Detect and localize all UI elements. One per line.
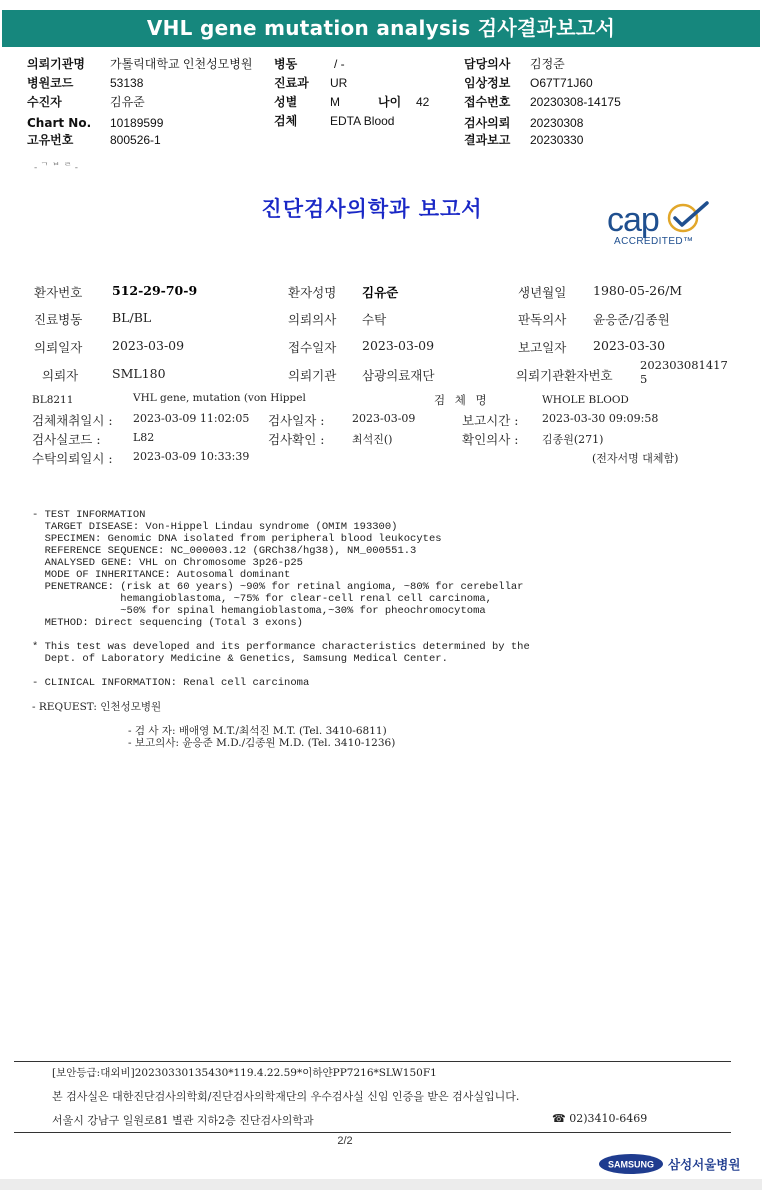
patient-label: 환자성명 — [288, 285, 337, 300]
report-time: 2023-03-30 09:09:58 — [542, 412, 659, 425]
footer-divider — [14, 1061, 731, 1062]
header-label: 성별 — [274, 95, 298, 109]
e-signature-note: (전자서명 대체함) — [592, 452, 679, 465]
report-date: 2023-03-30 — [593, 338, 666, 353]
patient-number: 512-29-70-9 — [112, 283, 198, 298]
header-value: EDTA Blood — [330, 114, 395, 128]
lab-phone: ☎ 02)3410-6469 — [552, 1112, 648, 1125]
hospital-name: 삼성서울병원 — [668, 1157, 741, 1172]
patient-label: 판독의사 — [518, 312, 567, 327]
header-value: O67T71J60 — [530, 76, 593, 90]
cut-mark: - ᄀ ᄇ ᄅ - — [34, 163, 79, 173]
header-label: 임상정보 — [464, 76, 511, 90]
header-value: 김유준 — [110, 95, 145, 109]
lab-address: 서울시 강남구 일원로81 별관 지하2층 진단검사의학과 — [52, 1114, 314, 1127]
bottom-strip — [0, 1179, 762, 1190]
header-label: 검사의뢰 — [464, 116, 511, 130]
consign-time: 2023-03-09 10:33:39 — [133, 450, 250, 463]
test-label: 보고시간 : — [462, 413, 519, 428]
patient-label: 진료병동 — [34, 312, 83, 327]
test-label: 검사실코드 : — [32, 432, 101, 447]
header-value: 20230308-14175 — [530, 95, 621, 109]
staff-line: - 검 사 자: 배애영 M.T./최석진 M.T. (Tel. 3410-6811) — [128, 725, 387, 737]
confirmed-by: 최석진() — [352, 433, 393, 446]
test-name: VHL gene, mutation (von Hippel — [133, 392, 306, 404]
header-value: M — [330, 95, 340, 109]
samsung-logo-word: SAMSUNG — [607, 1159, 655, 1170]
header-label: 수진자 — [27, 95, 62, 109]
test-label: 검체채취일시 : — [32, 413, 113, 428]
header-label: 담당의사 — [464, 57, 511, 71]
samsung-logo — [598, 1153, 664, 1175]
patient-label: 의뢰기관 — [288, 368, 337, 383]
patient-ward: BL/BL — [112, 310, 152, 325]
clinical-information: - CLINICAL INFORMATION: Renal cell carcinoma — [32, 677, 310, 689]
report-title-bar: VHL gene mutation analysis 검사결과보고서 — [2, 10, 760, 47]
collect-time: 2023-03-09 11:02:05 — [133, 412, 250, 425]
test-label: 검사일자 : — [268, 413, 325, 428]
body-line: PENETRANCE: (risk at 60 years) ~90% for retinal angioma, ~80% for cerebellar — [32, 581, 524, 593]
report-heading: 진단검사의학과 보고서 — [261, 196, 483, 221]
requesting-doctor: 수탁 — [362, 312, 387, 327]
body-line: hemangioblastoma, ~75% for clear-cell renal cell carcinoma, — [32, 593, 492, 605]
body-line: REFERENCE SEQUENCE: NC_000003.12 (GRCh38/hg38), NM_000551.3 — [32, 545, 417, 557]
patient-label: 의뢰일자 — [34, 340, 83, 355]
cap-check-icon — [661, 200, 711, 234]
body-line: SPECIMEN: Genomic DNA isolated from peripheral blood leukocytes — [32, 533, 442, 545]
test-label: 확인의사 : — [462, 432, 519, 447]
test-label: 수탁의뢰일시 : — [32, 451, 113, 466]
body-line: MODE OF INHERITANCE: Autosomal dominant — [32, 569, 291, 581]
specimen: WHOLE BLOOD — [542, 394, 629, 406]
body-line: ANALYSED GENE: VHL on Chromosome 3p26-p25 — [32, 557, 303, 569]
patient-name: 김유준 — [362, 285, 399, 300]
test-date: 2023-03-09 — [352, 412, 416, 425]
body-line: TARGET DISEASE: Von-Hippel Lindau syndrome (OMIM 193300) — [32, 521, 398, 533]
patient-label: 의뢰의사 — [288, 312, 337, 327]
header-value: 800526-1 — [110, 133, 161, 147]
patient-dob: 1980-05-26/M — [593, 283, 683, 298]
header-label: 나이 — [378, 95, 402, 109]
test-code: BL8211 — [32, 394, 74, 406]
footer-divider — [14, 1132, 731, 1133]
body-line: - TEST INFORMATION — [32, 509, 146, 521]
institution-patient-number-cont: 5 — [640, 372, 648, 386]
header-label: 결과보고 — [464, 133, 511, 147]
header-label: 의뢰기관명 — [27, 57, 85, 71]
note-line: * This test was developed and its performance characteristics determined by the — [32, 641, 530, 653]
request-line: - REQUEST: 인천성모병원 — [32, 701, 162, 713]
receive-date: 2023-03-09 — [362, 338, 435, 353]
staff-line: - 보고의사: 윤응준 M.D./김종원 M.D. (Tel. 3410-1236) — [128, 737, 396, 749]
header-label: 고유번호 — [27, 133, 74, 147]
header-label: 검체 — [274, 114, 298, 128]
header-value: 김정준 — [530, 57, 565, 71]
test-label: 검 체 명 — [434, 393, 490, 407]
header-value: 가톨릭대학교 인천성모병원 — [110, 57, 253, 71]
patient-label: 보고일자 — [518, 340, 567, 355]
patient-label: 의뢰자 — [42, 368, 79, 383]
cap-logo-word: cap — [607, 201, 659, 239]
header-label: 접수번호 — [464, 95, 511, 109]
header-value: 53138 — [110, 76, 144, 90]
note-line: Dept. of Laboratory Medicine & Genetics, Samsung Medical Center. — [32, 653, 448, 665]
requester: SML180 — [112, 366, 166, 381]
header-value: / - — [334, 57, 345, 71]
body-line: METHOD: Direct sequencing (Total 3 exons) — [32, 617, 303, 629]
patient-label: 환자번호 — [34, 285, 83, 300]
confirming-doctor: 김종원(271) — [542, 433, 604, 446]
header-label: 병원코드 — [27, 76, 74, 90]
header-value: 20230330 — [530, 133, 584, 147]
header-value: 10189599 — [110, 116, 164, 130]
patient-label: 생년월일 — [518, 285, 567, 300]
reading-doctor: 윤응준/김종원 — [593, 312, 670, 327]
lab-code: L82 — [133, 431, 155, 444]
cap-accredited-logo — [605, 202, 715, 250]
header-value: UR — [330, 76, 348, 90]
cap-logo-sub: ACCREDITED™ — [614, 236, 694, 247]
header-value: 42 — [416, 95, 430, 109]
certification-note: 본 검사실은 대한진단검사의학회/진단검사의학재단의 우수검사실 신임 인증을 받은 검사실입니다. — [52, 1090, 520, 1103]
patient-label: 접수일자 — [288, 340, 337, 355]
security-line: [보안등급:대외비]20230330135430*119.4.22.59*이하얀PP7216*SLW150F1 — [52, 1067, 437, 1079]
request-date: 2023-03-09 — [112, 338, 185, 353]
page-number: 2/2 — [337, 1135, 353, 1147]
header-label: 병동 — [274, 57, 298, 71]
header-value: 20230308 — [530, 116, 584, 130]
patient-label: 의뢰기관환자번호 — [516, 368, 613, 383]
institution-patient-number: 202303081417 — [640, 358, 728, 372]
header-label: 진료과 — [274, 76, 309, 90]
body-line: ~50% for spinal hemangioblastoma,~30% for pheochromocytoma — [32, 605, 486, 617]
test-label: 검사확인 : — [268, 432, 325, 447]
requesting-institution: 삼광의료재단 — [362, 368, 435, 383]
header-label: Chart No. — [27, 116, 92, 130]
